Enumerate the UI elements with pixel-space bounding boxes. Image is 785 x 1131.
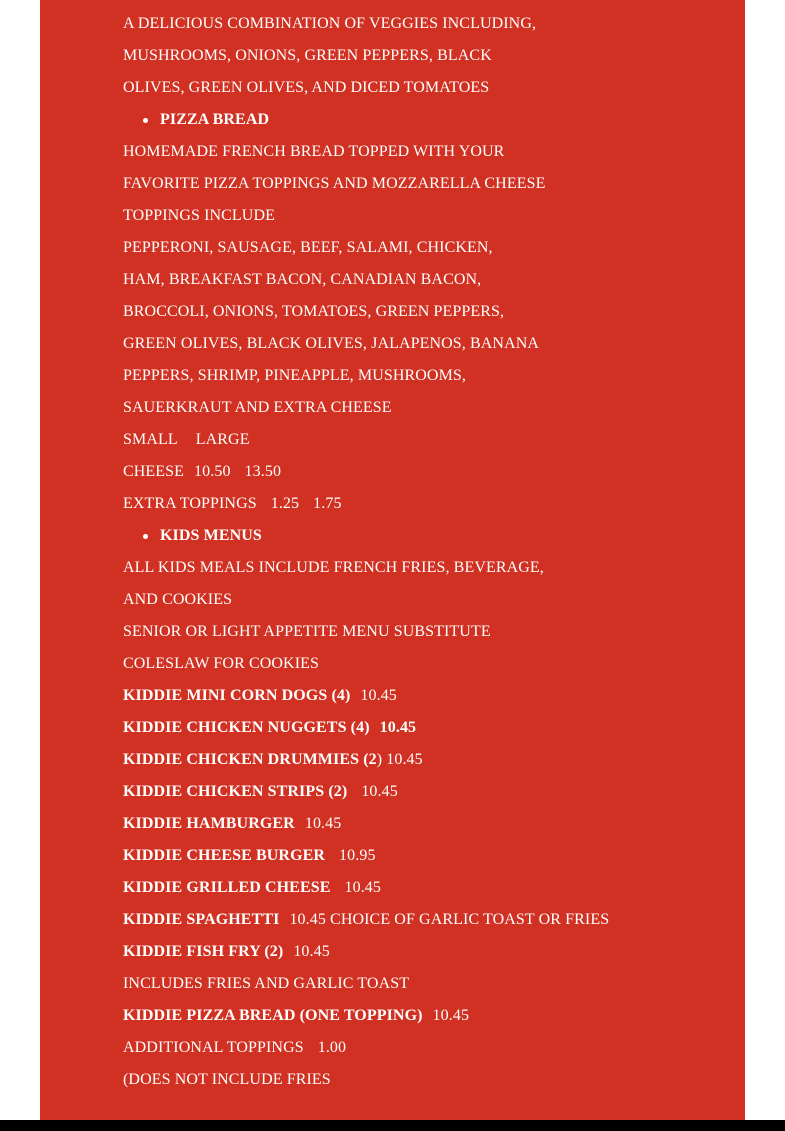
kids-item [123,936,743,968]
kids-item-price: 10.45 [344,879,381,896]
kids-item [123,776,743,808]
menu-content [123,8,743,1096]
additional-toppings-label: ADDITIONAL TOPPINGS [123,1039,304,1056]
pizza-bread-heading [123,104,743,136]
fries-note: (DOES NOT INCLUDE FRIES [123,1071,331,1088]
kids-item [123,680,743,712]
price-row-name: CHEESE [123,463,185,480]
kids-item [123,712,743,744]
bullet-icon [143,534,148,539]
price-small: 10.50 [194,463,231,480]
pizza-bread-desc-line: HAM, BREAKFAST BACON, CANADIAN BACON, [123,271,482,288]
kids-item-name: KIDDIE CHICKEN DRUMMIES (2 [123,751,377,768]
kids-item-price: ) 10.45 [376,751,423,768]
kids-desc-line: AND COOKIES [123,591,233,608]
kids-item-price: 10.45 [360,687,397,704]
kids-item [123,904,743,936]
kids-menus-heading-text: KIDS MENUS [160,527,262,544]
pizza-bread-desc-line: BROCCOLI, ONIONS, TOMATOES, GREEN PEPPERS, [123,303,505,320]
price-small: 1.25 [270,495,300,512]
size-header-row [123,424,743,456]
kids-item-price: 10.45 [293,943,330,960]
kids-item-price: 10.45 CHOICE OF GARLIC TOAST OR FRIES [289,911,610,928]
kids-item-price: 10.45 [432,1007,470,1024]
kids-item-price: 10.45 [361,783,398,800]
kids-item-name: KIDDIE CHICKEN STRIPS (2) [123,783,348,800]
size-small-label: SMALL [123,431,178,448]
kids-item-name: KIDDIE PIZZA BREAD (ONE TOPPING) [123,1007,423,1024]
kids-item [123,1000,743,1032]
kids-item [123,872,743,904]
kids-item-price: 10.45 [379,719,417,736]
pizza-bread-desc-line: PEPPERONI, SAUSAGE, BEEF, SALAMI, CHICKEN, [123,239,493,256]
bottom-bar [0,1120,785,1131]
veggie-desc-line: A DELICIOUS COMBINATION OF VEGGIES INCLUDING, [123,15,537,32]
pizza-bread-desc-line: SAUERKRAUT AND EXTRA CHEESE [123,399,392,416]
price-large: 1.75 [313,495,342,512]
kids-item-name: KIDDIE HAMBURGER [123,815,295,832]
kids-desc-line: SENIOR OR LIGHT APPETITE MENU SUBSTITUTE [123,623,491,640]
pizza-bread-desc-line: FAVORITE PIZZA TOPPINGS AND MOZZARELLA CHEESE [123,175,546,192]
fish-fry-note: INCLUDES FRIES AND GARLIC TOAST [123,975,410,992]
kids-item [123,744,743,776]
kids-item-name: KIDDIE CHEESE BURGER [123,847,326,864]
kids-item-name: KIDDIE MINI CORN DOGS (4) [123,687,351,704]
kids-item-price: 10.95 [339,847,376,864]
kids-item-price: 10.45 [304,815,342,832]
size-large-label: LARGE [195,431,250,448]
kids-item [123,840,743,872]
price-large: 13.50 [244,463,282,480]
veggie-desc-line: OLIVES, GREEN OLIVES, AND DICED TOMATOES [123,79,490,96]
pizza-bread-desc-line: TOPPINGS INCLUDE [123,207,275,224]
pizza-bread-desc-line: GREEN OLIVES, BLACK OLIVES, JALAPENOS, BANANA [123,335,540,352]
price-row-extra-toppings [123,488,743,520]
additional-toppings-row [123,1032,743,1064]
kids-desc-line: ALL KIDS MEALS INCLUDE FRENCH FRIES, BEVERAGE, [123,559,544,576]
kids-desc-line: COLESLAW FOR COOKIES [123,655,319,672]
kids-item-name: KIDDIE SPAGHETTI [123,911,280,928]
price-row-name: EXTRA TOPPINGS [123,495,257,512]
kids-item [123,808,743,840]
kids-item-name: KIDDIE FISH FRY (2) [123,943,284,960]
kids-menus-heading [123,520,743,552]
veggie-desc-line: MUSHROOMS, ONIONS, GREEN PEPPERS, BLACK [123,47,492,64]
bullet-icon [143,118,148,123]
pizza-bread-desc-line: HOMEMADE FRENCH BREAD TOPPED WITH YOUR [123,143,505,160]
pizza-bread-heading-text: PIZZA BREAD [160,111,270,128]
kids-item-name: KIDDIE GRILLED CHEESE [123,879,331,896]
additional-toppings-price: 1.00 [317,1039,347,1056]
kids-item-name: KIDDIE CHICKEN NUGGETS (4) [123,719,370,736]
price-row-cheese [123,456,743,488]
pizza-bread-desc-line: PEPPERS, SHRIMP, PINEAPPLE, MUSHROOMS, [123,367,467,384]
